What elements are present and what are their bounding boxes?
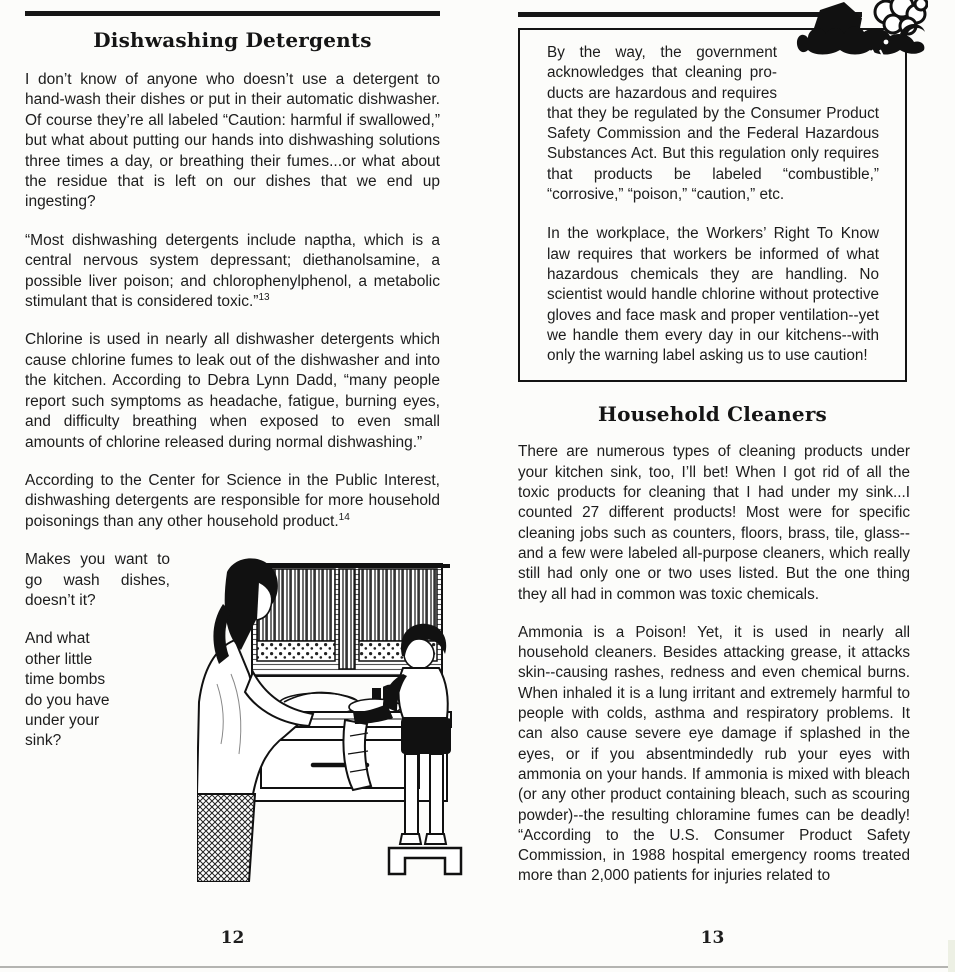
top-rule-left (25, 11, 440, 16)
paragraph-text: “Most dishwashing detergents include naptha, which is a central nervous system depressant; diethanolsamine, a possible liver poison; and chlorophenylphenol, a metabolic stimulant that is considered toxic.” (25, 231, 440, 311)
paragraph (25, 231, 440, 313)
left-page (25, 0, 440, 882)
aside-column (25, 550, 197, 882)
bottom-section (25, 550, 440, 882)
aside-paragraph: Makes you want to go wash dishes, doesn’t it? (25, 551, 170, 609)
paragraph-text: According to the Center for Science in the Public Interest, dishwashing detergents are responsible for more household poisonings than any other household product. (25, 471, 440, 530)
page-number-left: 12 (220, 928, 245, 948)
page-number-right: 13 (700, 928, 725, 948)
aside-paragraph: And what other little time bombs do you have under your sink? (25, 630, 110, 750)
paragraph-text: Chlorine is used in nearly all dishwasher detergents which cause chlorine fumes to leak out of the dishwasher and into the kitchen. According to Debra Lynn Dadd, “many people report such symptoms as headache, fatigue, burning eyes, and difficulty breathing when exposed to even small amounts of chlorine released during normal dishwashing.” (25, 331, 440, 451)
footnote-ref-14: 14 (338, 511, 350, 523)
callout-paragraph: In the workplace, the Workers’ Right To Know law requires that workers be informed of what hazardous chemicals they are handling. No scientist would handle chlorine without protective gloves and face mask and proper ventilation--yet we handle them every day in our kitchens--with only the warning label asking us to use caution! (547, 225, 879, 365)
footnote-ref-13: 13 (258, 291, 270, 303)
page-title-left: Dishwashing Detergents (93, 28, 372, 52)
callout-box (518, 28, 907, 382)
callout-paragraph (547, 43, 879, 205)
paragraph: Ammonia is a Poison! Yet, it is used in nearly all household cleaners. Besides attacking grease, it attacks skin--causing rashes, redness and even chemical burns. When inhaled it is a lung irritant and extremely harmful to people with colds, asthma and respiratory problems. It can also cause severe eye damage if splashed in the eyes, or if you absentmindedly rub your eyes with ammonia on your hands. If ammonia is mixed with bleach (or any other product containing bleach, such as scouring powder)--the resulting chloramine fumes can be deadly! “According to the U.S. Consumer Product Safety Commission, in 1988 hospital emergency rooms treated more than 2,000 patients for injuries related to (518, 623, 910, 885)
skunk-smoke-icon-svg (796, 0, 928, 56)
section-heading: Household Cleaners (597, 402, 828, 427)
skunk-smoke-icon (796, 0, 928, 56)
paragraph-text: I don’t know of anyone who doesn’t use a detergent to hand-wash their dishes or put in their automatic dishwasher. Of course they’re all labeled “Caution: harmful if swallowed,” but what about putting our hands into dishwashing solutions three times a day, or breathing their fumes...or what about the residue that is left on our dishes that we end up ingesting? (25, 71, 440, 211)
dishwashing-illustration (197, 552, 469, 882)
paragraph (25, 70, 440, 213)
right-page (518, 0, 910, 905)
paragraph: There are numerous types of cleaning products under your kitchen sink, too, I’ll bet! When I got rid of all the toxic products for cleaning that I had under my sink...I counted 27 different products! Most were for specific cleaning jobs such as counters, floors, brass, tile, glass--and a few were labeled all-purpose cleaners, which really still had only one or two uses listed. But the one thing they all had in common was toxic chemicals. (518, 443, 910, 603)
paragraph-text: By the way, the government acknowledges that cleaning pro-ducts are hazardous and requires that they be regulated by the Consumer Product Safety Commission and the Federal Hazardous Substances Act. But this regulation only requires that products be labeled “combustible,” “corrosive,” “poison,” “caution,” etc. (547, 44, 879, 204)
scan-edge-line (0, 966, 955, 968)
dishwashing-illustration-svg (197, 552, 469, 882)
paragraph (25, 471, 440, 532)
paragraph (25, 330, 440, 452)
scan-corner-artifact (948, 940, 955, 972)
